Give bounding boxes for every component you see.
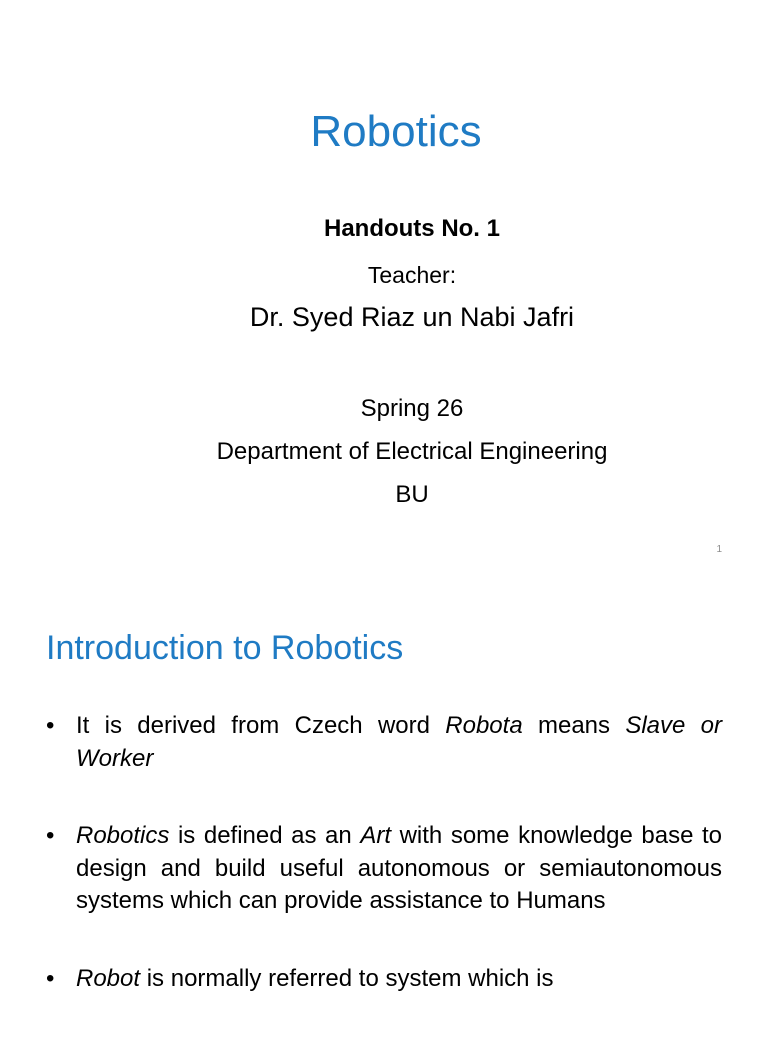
- department-label: Department of Electrical Engineering: [216, 438, 608, 465]
- bullet-item: [46, 710, 722, 775]
- bullet-text: It is derived from Czech word: [76, 712, 446, 739]
- slide-heading: Introduction to Robotics: [46, 629, 404, 667]
- bullet-emphasis: Robot: [76, 964, 141, 992]
- bullet-text: means: [522, 712, 626, 739]
- slide-title: Robotics: [310, 107, 482, 156]
- term-label: Spring 26: [360, 395, 464, 422]
- bullet-emphasis: Robota: [445, 712, 523, 739]
- bullet-emphasis: Slave or Worker: [76, 712, 723, 772]
- bullet-emphasis: Art: [360, 822, 391, 849]
- bullet-item: [46, 963, 722, 996]
- bullet-icon: •: [46, 964, 55, 992]
- bullet-list: [46, 710, 722, 1040]
- teacher-name: Dr. Syed Riaz un Nabi Jafri: [249, 302, 575, 332]
- slide-number: 1: [716, 544, 722, 555]
- institution-label: BU: [395, 481, 429, 508]
- content-slide: [0, 576, 768, 1024]
- handouts-label: Handouts No. 1: [323, 215, 500, 242]
- teacher-label: Teacher:: [367, 262, 457, 288]
- bullet-icon: •: [46, 712, 55, 739]
- bullet-text: is defined as an: [169, 822, 361, 849]
- bullet-icon: •: [46, 822, 55, 849]
- bullet-emphasis: Robotics: [76, 822, 170, 849]
- bullet-text: is normally referred to system which is: [140, 964, 554, 992]
- bullet-item: [46, 820, 722, 918]
- bullet-text: with some knowledge base to design and build useful autonomous or semiautonomous systems which can provide assistance to Humans: [76, 822, 723, 914]
